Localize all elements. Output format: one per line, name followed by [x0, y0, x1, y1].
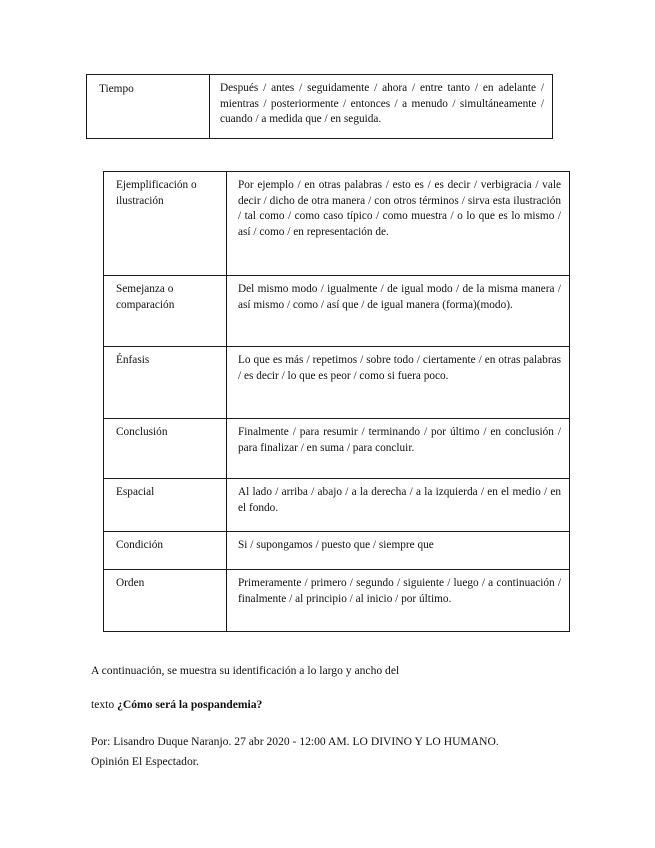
category-label: Condición [104, 532, 227, 570]
byline-source: Opinión El Espectador. [91, 755, 199, 768]
category-label: Conclusión [104, 419, 227, 479]
category-label: Énfasis [104, 347, 227, 419]
table-row [104, 347, 570, 419]
connector-list: Lo que es más / repetimos / sobre todo / ciertamente / en otras palabras / es decir / lo que es peor / como si fuera poco. [227, 347, 570, 419]
connector-list: Del mismo modo / igualmente / de igual modo / de la misma manera / así mismo / como / así que / de igual manera (forma)(modo). [227, 276, 570, 347]
intro-paragraph: A continuación, se muestra su identificación a lo largo y ancho del [91, 664, 400, 677]
connectors-table [103, 171, 570, 632]
time-connectors-table [86, 74, 553, 139]
article-title: ¿Cómo será la pospandemia? [117, 698, 263, 711]
connector-list: Finalmente / para resumir / terminando / por último / en conclusión / para finalizar / en suma / para concluir. [227, 419, 570, 479]
category-label: Ejemplificación o ilustración [104, 172, 227, 276]
table-row [104, 419, 570, 479]
table-row [104, 276, 570, 347]
category-label: Semejanza o comparación [104, 276, 227, 347]
byline: Por: Lisandro Duque Naranjo. 27 abr 2020 - 12:00 AM. LO DIVINO Y LO HUMANO. [91, 735, 499, 748]
category-label: Tiempo [87, 75, 210, 139]
connector-list: Primeramente / primero / segundo / siguiente / luego / a continuación / finalmente / al principio / al inicio / por último. [227, 570, 570, 632]
connector-list: Al lado / arriba / abajo / a la derecha / a la izquierda / en el medio / en el fondo. [227, 479, 570, 532]
category-label: Espacial [104, 479, 227, 532]
table-row [104, 570, 570, 632]
table-row [104, 479, 570, 532]
table-row [104, 172, 570, 276]
connector-list: Si / supongamos / puesto que / siempre que [227, 532, 570, 570]
text-prefix: texto [91, 698, 115, 711]
connector-list: Por ejemplo / en otras palabras / esto es / es decir / verbigracia / vale decir / dicho de otra manera / con otros términos / sirva esta ilustración / tal como / como caso típico / como muestra / o lo que es lo mismo / así / como / en representación de. [227, 172, 570, 276]
article-reference [91, 698, 262, 711]
category-label: Orden [104, 570, 227, 632]
table-row [87, 75, 553, 139]
table-row [104, 532, 570, 570]
connector-list: Después / antes / seguidamente / ahora / entre tanto / en adelante / mientras / posteriormente / entonces / a menudo / simultáneamente / cuando / a medida que / en seguida. [210, 75, 553, 139]
